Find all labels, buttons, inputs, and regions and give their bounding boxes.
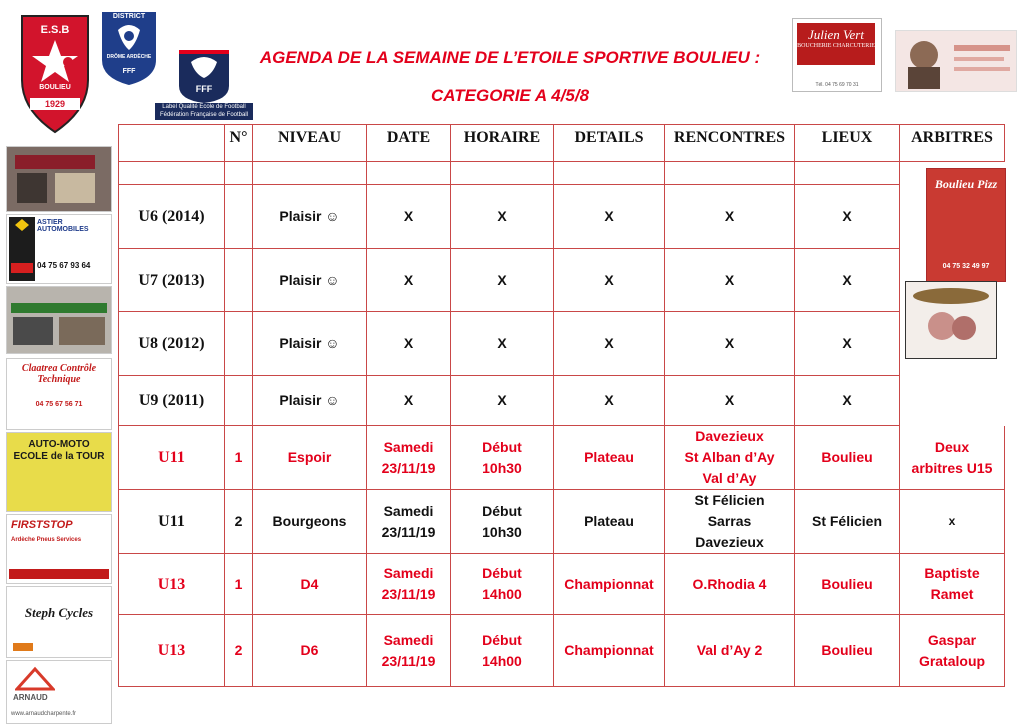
julien-vert-sub: BOUCHERIE CHARCUTERIE bbox=[797, 43, 875, 49]
district-fff-text: FFF bbox=[122, 68, 136, 75]
row-category: U8 (2012) bbox=[119, 312, 225, 376]
header-cell-rencontres: RENCONTRES bbox=[665, 125, 795, 162]
row-details: Plateau bbox=[554, 426, 665, 490]
table-row bbox=[119, 185, 1005, 249]
butcher-ad-right bbox=[895, 30, 1017, 92]
table-row bbox=[119, 490, 1005, 554]
row-arbitres bbox=[900, 312, 1005, 376]
header-cell-date: DATE bbox=[367, 125, 451, 162]
firststop-ad bbox=[6, 514, 112, 584]
julien-vert-name: Julien Vert bbox=[808, 27, 864, 42]
row-num bbox=[225, 185, 253, 249]
table-spacer-row bbox=[119, 162, 1005, 185]
astier-phone: 04 75 67 93 64 bbox=[37, 261, 91, 270]
row-num bbox=[225, 312, 253, 376]
row-date: X bbox=[367, 376, 451, 426]
row-category: U13 bbox=[119, 615, 225, 687]
row-rencontres: St Félicien Sarras Davezieux bbox=[665, 490, 795, 554]
header-cell-lieux: LIEUX bbox=[795, 125, 900, 162]
row-horaire: Début 10h30 bbox=[451, 426, 554, 490]
astier-ad bbox=[6, 214, 112, 284]
row-lieux: X bbox=[795, 312, 900, 376]
row-horaire: Début 14h00 bbox=[451, 554, 554, 615]
row-details: Plateau bbox=[554, 490, 665, 554]
julien-vert-ad bbox=[792, 18, 882, 92]
row-date: X bbox=[367, 249, 451, 312]
agenda-table bbox=[118, 124, 1005, 687]
row-niveau: Plaisir ☺ bbox=[253, 185, 367, 249]
boulieu-pizz-phone: 04 75 32 49 97 bbox=[942, 263, 990, 270]
fff-letters: FFF bbox=[195, 84, 213, 94]
row-num bbox=[225, 376, 253, 426]
row-arbitres: Deux arbitres U15 bbox=[900, 426, 1005, 490]
header-cell-niveau: NIVEAU bbox=[253, 125, 367, 162]
row-rencontres: X bbox=[665, 185, 795, 249]
arnaud-site: www.arnaudcharpente.fr bbox=[11, 711, 77, 717]
table-header-row bbox=[119, 125, 1005, 162]
table-row bbox=[119, 426, 1005, 490]
shop-photo-1 bbox=[6, 146, 112, 212]
header-cell-arbitres: ARBITRES bbox=[900, 125, 1005, 162]
row-lieux: X bbox=[795, 249, 900, 312]
row-date: Samedi 23/11/19 bbox=[367, 615, 451, 687]
firststop-sub: Ardèche Pneus Services bbox=[11, 537, 82, 543]
row-niveau: Plaisir ☺ bbox=[253, 376, 367, 426]
row-num: 2 bbox=[225, 615, 253, 687]
row-num: 1 bbox=[225, 554, 253, 615]
page-subtitle: CATEGORIE A 4/5/8 bbox=[430, 86, 590, 105]
row-rencontres: X bbox=[665, 376, 795, 426]
row-num: 2 bbox=[225, 490, 253, 554]
fff-caption bbox=[155, 103, 253, 120]
row-niveau: Plaisir ☺ bbox=[253, 249, 367, 312]
esb-city: BOULIEU bbox=[39, 84, 71, 91]
row-rencontres: X bbox=[665, 249, 795, 312]
steph-cycles-name: Steph Cycles bbox=[24, 605, 94, 620]
row-details: X bbox=[554, 185, 665, 249]
row-horaire: X bbox=[451, 312, 554, 376]
row-horaire: X bbox=[451, 249, 554, 312]
julien-vert-phone: Tél. 04 75 69 70 31 bbox=[815, 82, 859, 88]
row-arbitres bbox=[900, 376, 1005, 426]
row-lieux: X bbox=[795, 185, 900, 249]
table-row bbox=[119, 312, 1005, 376]
district-logo bbox=[100, 10, 158, 86]
header-cell-category bbox=[119, 125, 225, 162]
table-row bbox=[119, 376, 1005, 426]
row-lieux: Boulieu bbox=[795, 615, 900, 687]
row-horaire: Début 10h30 bbox=[451, 490, 554, 554]
claatrea-name: Claatrea Contrôle Technique bbox=[21, 363, 97, 385]
header-cell-details: DETAILS bbox=[554, 125, 665, 162]
row-details: X bbox=[554, 376, 665, 426]
esb-club-logo bbox=[18, 10, 92, 134]
row-date: Samedi 23/11/19 bbox=[367, 554, 451, 615]
row-details: X bbox=[554, 312, 665, 376]
row-niveau: Plaisir ☺ bbox=[253, 312, 367, 376]
auto-moto-name: AUTO-MOTO ECOLE de la TOUR bbox=[13, 439, 105, 462]
auto-moto-ad bbox=[6, 432, 112, 512]
julien-vert-header bbox=[797, 23, 875, 65]
row-category: U7 (2013) bbox=[119, 249, 225, 312]
row-rencontres: O.Rhodia 4 bbox=[665, 554, 795, 615]
page-title: AGENDA DE LA SEMAINE DE L’ETOILE SPORTIVE BOULIEU : bbox=[259, 48, 761, 67]
row-arbitres bbox=[900, 249, 1005, 312]
row-rencontres: X bbox=[665, 312, 795, 376]
row-category: U9 (2011) bbox=[119, 376, 225, 426]
row-niveau: Espoir bbox=[253, 426, 367, 490]
table-row bbox=[119, 554, 1005, 615]
row-details: Championnat bbox=[554, 615, 665, 687]
row-rencontres: Val d’Ay 2 bbox=[665, 615, 795, 687]
row-category: U6 (2014) bbox=[119, 185, 225, 249]
fff-label-logo bbox=[155, 48, 253, 120]
row-date: X bbox=[367, 185, 451, 249]
row-category: U13 bbox=[119, 554, 225, 615]
astier-name: ASTIER AUTOMOBILES bbox=[37, 219, 89, 233]
row-date: Samedi 23/11/19 bbox=[367, 426, 451, 490]
row-niveau: Bourgeons bbox=[253, 490, 367, 554]
row-category: U11 bbox=[119, 426, 225, 490]
row-date: Samedi 23/11/19 bbox=[367, 490, 451, 554]
ktm-badge bbox=[13, 643, 33, 651]
shop-photo-2 bbox=[6, 286, 112, 354]
row-date: X bbox=[367, 312, 451, 376]
row-arbitres bbox=[900, 185, 1005, 249]
row-details: X bbox=[554, 249, 665, 312]
row-num: 1 bbox=[225, 426, 253, 490]
row-lieux: X bbox=[795, 376, 900, 426]
row-arbitres: x bbox=[900, 490, 1005, 554]
fff-caption-line2: Fédération Française de Football bbox=[159, 112, 249, 118]
esb-year: 1929 bbox=[44, 99, 66, 109]
fff-caption-line1: Label Qualité Ecole de Football bbox=[162, 104, 246, 110]
row-horaire: X bbox=[451, 185, 554, 249]
header-cell-horaire: HORAIRE bbox=[451, 125, 554, 162]
row-arbitres: Baptiste Ramet bbox=[900, 554, 1005, 615]
row-niveau: D4 bbox=[253, 554, 367, 615]
row-details: Championnat bbox=[554, 554, 665, 615]
row-num bbox=[225, 249, 253, 312]
row-niveau: D6 bbox=[253, 615, 367, 687]
district-top-text: DISTRICT bbox=[112, 13, 146, 20]
claatrea-phone: 04 75 67 56 71 bbox=[35, 401, 83, 408]
claatrea-ad bbox=[6, 358, 112, 430]
row-arbitres: Gaspar Grataloup bbox=[900, 615, 1005, 687]
row-lieux: Boulieu bbox=[795, 554, 900, 615]
row-lieux: Boulieu bbox=[795, 426, 900, 490]
row-horaire: X bbox=[451, 376, 554, 426]
row-lieux: St Félicien bbox=[795, 490, 900, 554]
steph-cycles-ad bbox=[6, 586, 112, 658]
row-category: U11 bbox=[119, 490, 225, 554]
boulieu-pizz-name: Boulieu Pizz bbox=[934, 177, 998, 191]
arnaud-ad bbox=[6, 660, 112, 724]
esb-initials: E.S.B bbox=[40, 24, 70, 36]
header-cell-num: N° bbox=[225, 125, 253, 162]
firststop-name: FIRSTSTOP bbox=[11, 519, 73, 531]
row-rencontres: Davezieux St Alban d’Ay Val d’Ay bbox=[665, 426, 795, 490]
table-row bbox=[119, 615, 1005, 687]
firststop-bar bbox=[9, 569, 109, 579]
arnaud-name: ARNAUD bbox=[13, 693, 48, 702]
table-row bbox=[119, 249, 1005, 312]
row-horaire: Début 14h00 bbox=[451, 615, 554, 687]
district-bottom-text: DRÔME ARDÈCHE bbox=[106, 54, 152, 60]
